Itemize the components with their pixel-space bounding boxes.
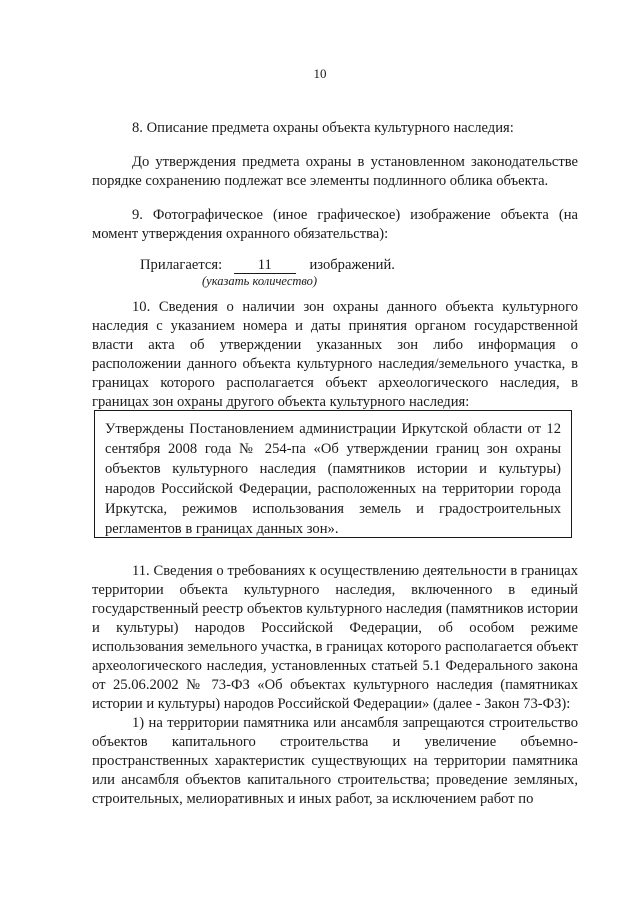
attachment-unit: изображений. — [309, 257, 395, 273]
attachment-label: Прилагается: — [140, 257, 223, 273]
section-8-text: До утверждения предмета охраны в установленном законодательстве порядке сохранению подлежат все элементы подлинного облика объекта. — [92, 154, 578, 189]
section-9-heading: 9. Фотографическое (иное графическое) изображение объекта (на момент утверждения охранного обязательства): — [92, 207, 578, 242]
protection-zones-box: Утверждены Постановлением администрации Иркутской области от 12 сентября 2008 года № 254-па «Об утверждении границ зон охраны объектов культурного наследия (памятников истории и культуры) народов Российской Федерации, расположенных на территории города Иркутска, режимов использования земель и градостроительных регламентов в границах данных зон». — [94, 410, 572, 538]
section-8-heading: 8. Описание предмета охраны объекта культурного наследия: — [132, 120, 514, 136]
section-11-text: 11. Сведения о требованиях к осуществлению деятельности в границах территории объекта культурного наследия, включенного в единый государственный реестр объектов культурного наследия (памятников истории и культуры) народов Российской Федерации, об особом режиме использования земельного участка, в границах которого располагается объект археологического наследия, установленных статьей 5.1 Федерального закона от 25.06.2002 № 73-ФЗ «Об объектах культурного наследия (памятниках истории и культуры) народов Российской Федерации» (далее - Закон 73-ФЗ): — [92, 563, 578, 712]
section-10-text: 10. Сведения о наличии зон охраны данного объекта культурного наследия с указанием номера и даты принятия органом государственной власти акта об утверждении указанных зон либо информация о расположении данного объекта культурного наследия/земельного участка, в границах которого располагается объект археологического наследия, в границах зон охраны другого объекта культурного наследия: — [92, 299, 578, 410]
attachment-count: 11 — [234, 257, 296, 274]
section-11-item-1: 1) на территории памятника или ансамбля запрещаются строительство объектов капитального строительства и увеличение объемно-пространственных характеристик существующих на территории памятника или ансамбля объектов капитального строительства; проведение земляных, строительных, мелиоративных и иных работ, за исключением работ по — [92, 715, 578, 807]
attachment-hint: (указать количество) — [202, 274, 318, 288]
page-number: 10 — [313, 66, 327, 81]
